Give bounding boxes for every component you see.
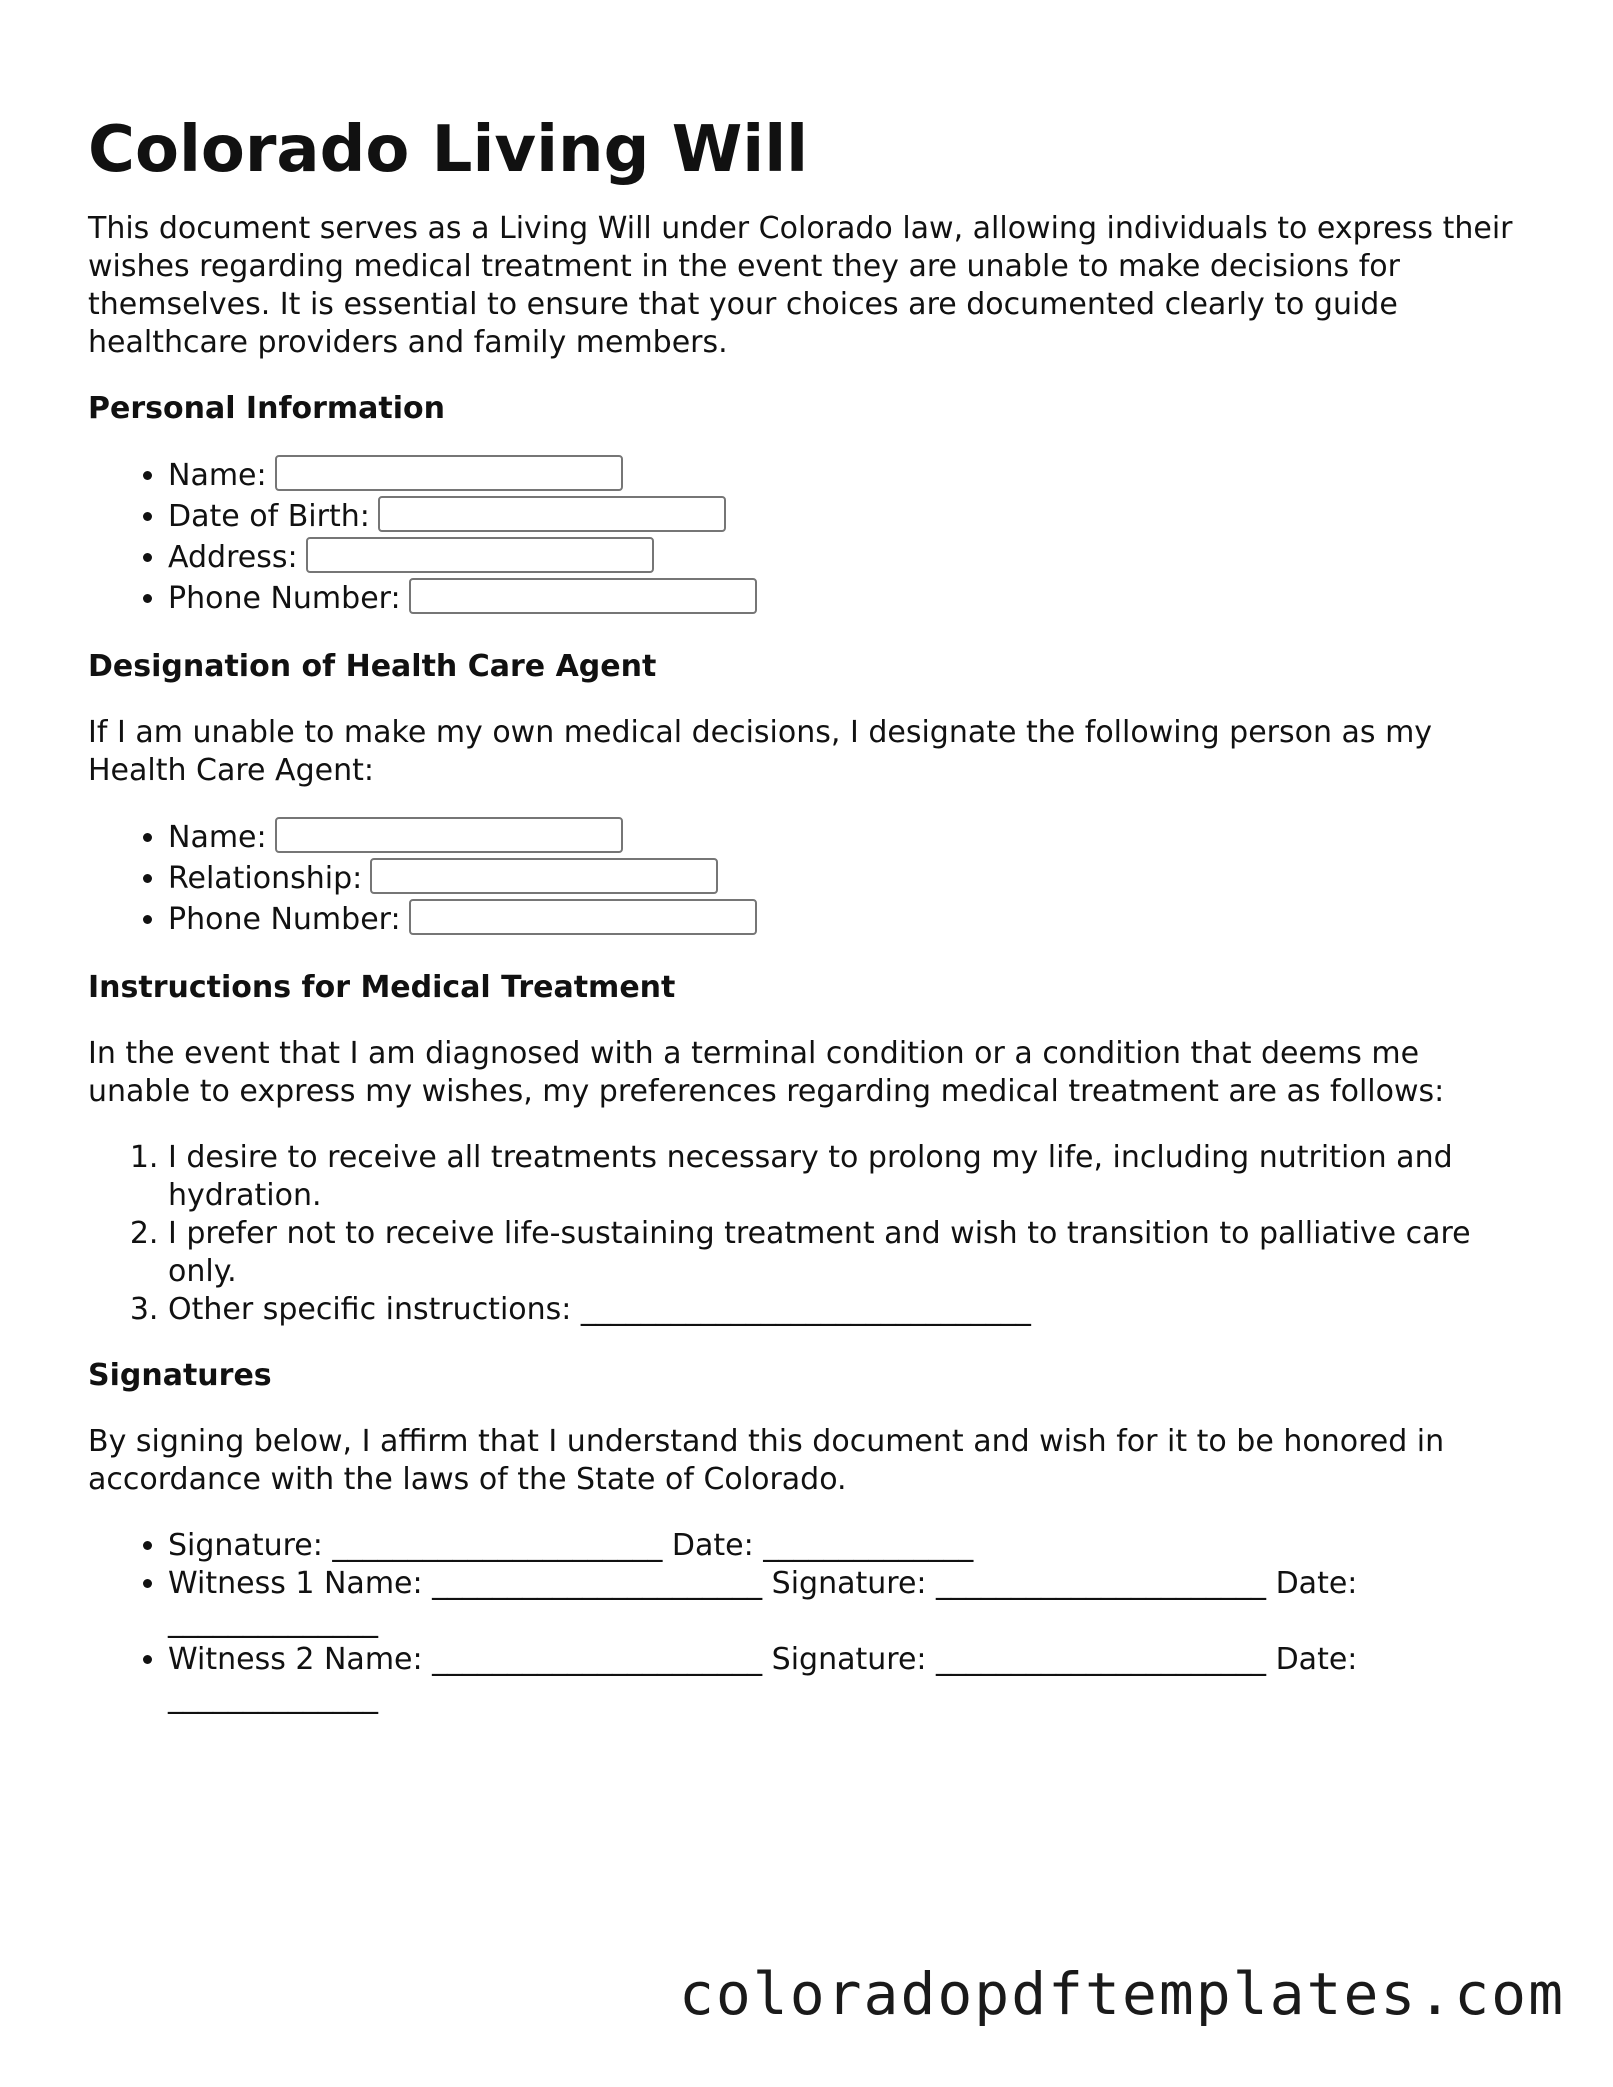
witness-1-line: • Witness 1 Name: ______________________ Signature: ______________________ Date: ______________ [168, 1565, 1528, 1641]
personal-phone-input[interactable] [409, 578, 757, 614]
treatment-option-2: 2. I prefer not to receive life-sustaining treatment and wish to transition to palliative care only. [168, 1215, 1528, 1291]
signatures-list [88, 1527, 1528, 1717]
agent-heading: Designation of Health Care Agent [88, 649, 657, 684]
agent-phone-item [168, 900, 1528, 941]
document-page [88, 112, 1528, 1745]
document-title: Colorado Living Will [88, 113, 809, 187]
treatment-option-1: 1. I desire to receive all treatments necessary to prolong my life, including nutrition and hydration. [168, 1139, 1528, 1215]
treatment-options-list [88, 1139, 1528, 1329]
treatment-paragraph: In the event that I am diagnosed with a terminal condition or a condition that deems me unable to express my wishes, my preferences regarding medical treatment are as follows: [88, 1036, 1445, 1109]
personal-address-item [168, 538, 1528, 579]
signatures-paragraph: By signing below, I affirm that I understand this document and wish for it to be honored in accordance with the laws of the State of Colorado. [88, 1424, 1445, 1497]
treatment-heading: Instructions for Medical Treatment [88, 970, 676, 1005]
signer-line: • Signature: ______________________ Date: ______________ [168, 1527, 1528, 1565]
agent-name-label: Name: [168, 820, 267, 855]
witness-2-line: • Witness 2 Name: ______________________ Signature: ______________________ Date: ______________ [168, 1641, 1528, 1717]
agent-phone-input[interactable] [409, 899, 757, 935]
agent-relationship-item [168, 859, 1528, 900]
personal-info-list [88, 456, 1528, 620]
personal-dob-label: Date of Birth: [168, 499, 370, 534]
personal-info-heading: Personal Information [88, 391, 445, 426]
agent-phone-label: Phone Number: [168, 902, 401, 937]
agent-name-input[interactable] [275, 817, 623, 853]
agent-list [88, 818, 1528, 941]
personal-dob-item [168, 497, 1528, 538]
agent-name-item [168, 818, 1528, 859]
site-watermark: coloradopdftemplates.com [678, 1960, 1565, 2028]
personal-dob-input[interactable] [378, 496, 726, 532]
personal-phone-label: Phone Number: [168, 581, 401, 616]
treatment-option-3: 3. Other specific instructions: ______________________________ [168, 1291, 1528, 1329]
signatures-heading: Signatures [88, 1358, 272, 1393]
personal-name-item [168, 456, 1528, 497]
personal-phone-item [168, 579, 1528, 620]
personal-address-label: Address: [168, 540, 298, 575]
agent-relationship-label: Relationship: [168, 861, 363, 896]
personal-name-label: Name: [168, 458, 267, 493]
agent-relationship-input[interactable] [370, 858, 718, 894]
personal-address-input[interactable] [306, 537, 654, 573]
intro-paragraph: This document serves as a Living Will under Colorado law, allowing individuals to express their wishes regarding medical treatment in the event they are unable to make decisions for themselves. It is essential to ensure that your choices are documented clearly to guide healthcare providers and family members. [88, 211, 1513, 360]
personal-name-input[interactable] [275, 455, 623, 491]
agent-paragraph: If I am unable to make my own medical decisions, I designate the following person as my Health Care Agent: [88, 715, 1433, 788]
